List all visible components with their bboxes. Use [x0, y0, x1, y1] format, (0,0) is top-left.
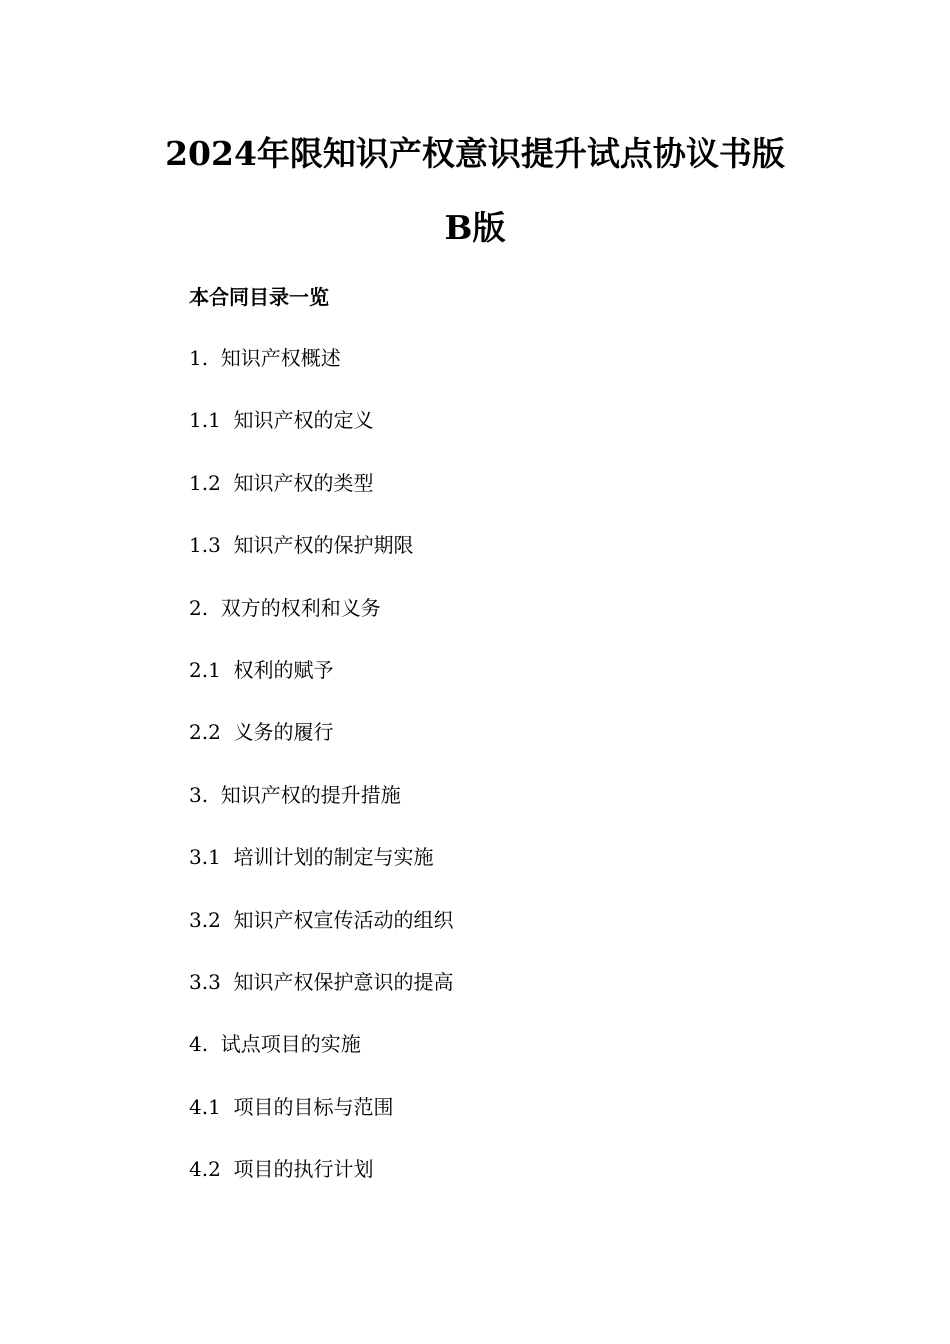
toc-item: 4. 试点项目的实施 [189, 1032, 361, 1057]
toc-item: 3. 知识产权的提升措施 [189, 782, 401, 807]
toc-item: 2. 双方的权利和义务 [189, 595, 381, 620]
toc-item: 4.2 项目的执行计划 [189, 1157, 374, 1182]
toc-item: 1.1 知识产权的定义 [189, 408, 374, 433]
toc-item: 1.3 知识产权的保护期限 [189, 533, 414, 558]
toc-item: 3.1 培训计划的制定与实施 [189, 845, 434, 870]
toc-item: 3.2 知识产权宣传活动的组织 [189, 907, 454, 932]
toc-item: 3.3 知识产权保护意识的提高 [189, 969, 454, 994]
toc-item: 1. 知识产权概述 [189, 346, 341, 370]
document-title-line-2: B版 [444, 208, 506, 247]
toc-item: 2.2 义务的履行 [189, 720, 334, 745]
toc-item: 2.1 权利的赋予 [189, 657, 334, 682]
document-title-line-1: 2024年限知识产权意识提升试点协议书版 [165, 134, 785, 173]
toc-list [189, 344, 454, 1217]
toc-item: 1.2 知识产权的类型 [189, 470, 374, 495]
toc-item: 4.1 项目的目标与范围 [189, 1094, 394, 1119]
toc-heading: 本合同目录一览 [189, 285, 329, 309]
